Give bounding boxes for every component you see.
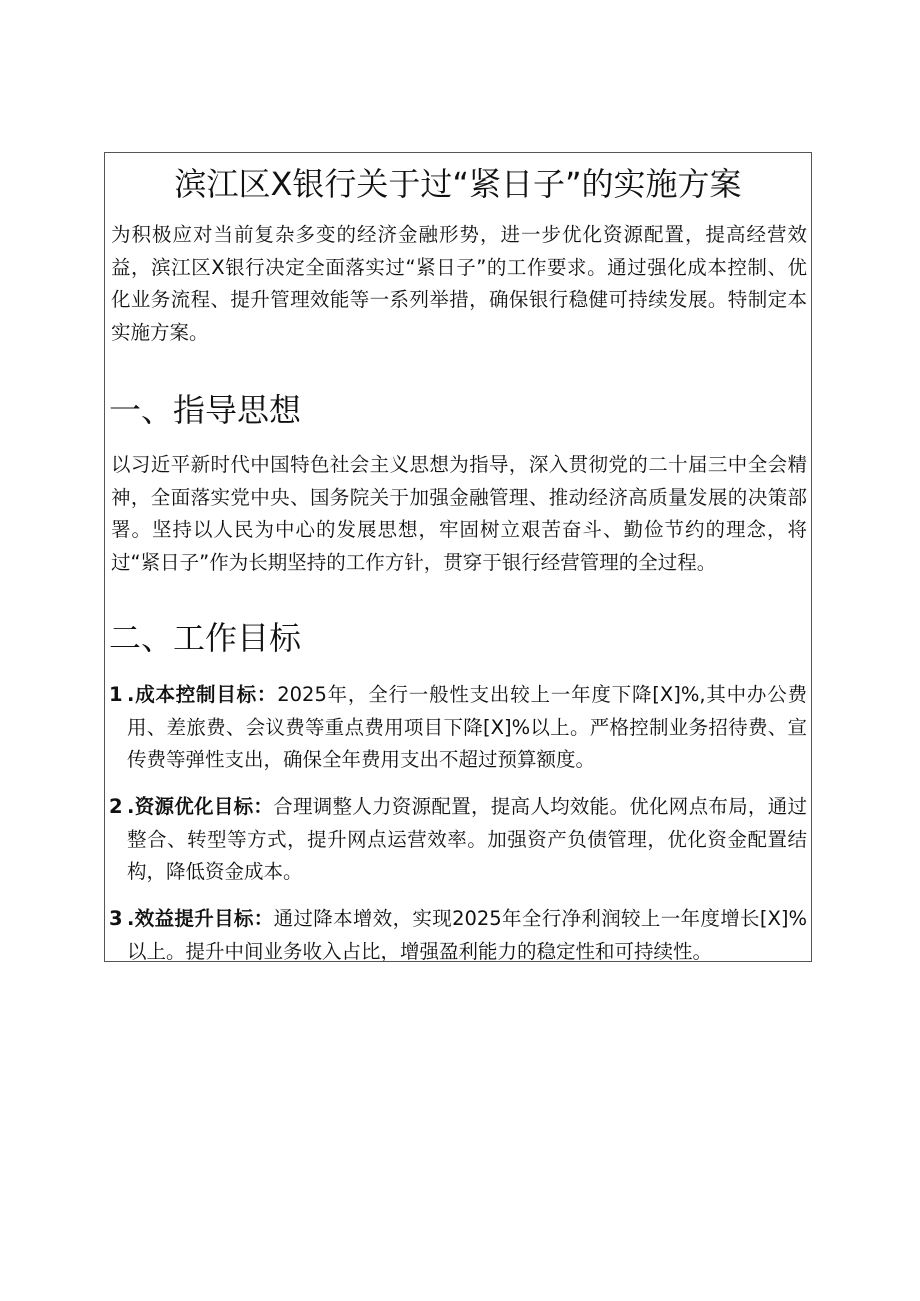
goal-number: 2	[109, 795, 123, 818]
goal-text: 合理调整人力资源配置，提高人均效能。优化网点布局，通过整合、转型等方式，提升网点运营效率。加强资产负债管理，优化资金配置结构，降低资金成本。	[127, 795, 807, 883]
goal-label: .资源优化目标：	[127, 795, 274, 818]
goal-label: .成本控制目标：	[127, 683, 278, 706]
goal-text: 通过降本增效，实现2025年全行净利润较上一年度增长[X]%以上。提升中间业务收入占比，增强盈利能力的稳定性和可持续性。	[127, 907, 807, 962]
guiding-ideology-paragraph: 以习近平新时代中国特色社会主义思想为指导，深入贯彻党的二十届三中全会精神，全面落实党中央、国务院关于加强金融管理、推动经济高质量发展的决策部署。坚持以人民为中心的发展思想，牢固树立艰苦奋斗、勤俭节约的理念，将过“紧日子”作为长期坚持的工作方针，贯穿于银行经营管理的全过程。	[111, 453, 807, 574]
intro-paragraph: 为积极应对当前复杂多变的经济金融形势，进一步优化资源配置，提高经营效益，滨江区X银行决定全面落实过“紧日子”的工作要求。通过强化成本控制、优化业务流程、提升管理效能等一系列举措，确保银行稳健可持续发展。特制定本实施方案。	[111, 223, 807, 344]
goal-text: 2025年，全行一般性支出较上一年度下降[X]%,其中办公费用、差旅费、会议费等重点费用项目下降[X]%以上。严格控制业务招待费、宣传费等弹性支出，确保全年费用支出不超过预算额度。	[127, 683, 807, 771]
goal-item-cost-control	[109, 679, 807, 777]
section-heading-guiding-ideology: 一、指导思想	[109, 391, 302, 429]
document-frame	[104, 152, 812, 962]
goal-number: 1	[109, 683, 123, 706]
document-title: 滨江区X银行关于过“紧日子”的实施方案	[174, 165, 742, 203]
goal-item-resource-optimization	[109, 791, 807, 889]
goal-number: 3	[109, 907, 123, 930]
section-heading-work-goals: 二、工作目标	[109, 619, 302, 657]
goal-item-efficiency-improvement	[109, 903, 807, 962]
goal-label: .效益提升目标：	[127, 907, 274, 930]
